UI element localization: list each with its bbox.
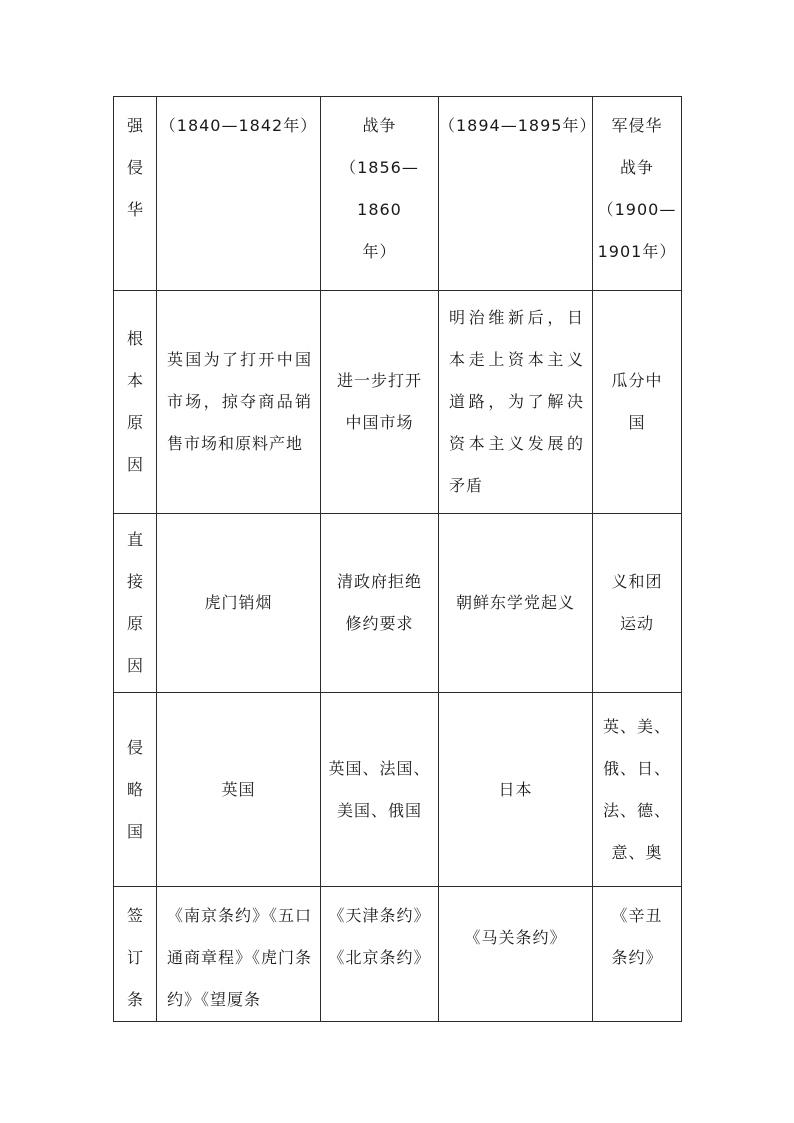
cell-text: （1840—1842年） bbox=[159, 116, 318, 135]
war-comparison-table bbox=[113, 96, 682, 1022]
cell-text: 《天津条约》 《北京条约》 bbox=[328, 906, 431, 967]
table-row-root-cause bbox=[114, 291, 682, 514]
cell-text: 虎门销烟 bbox=[204, 593, 273, 612]
table-row-treaties bbox=[114, 887, 682, 1022]
table-cell bbox=[157, 887, 321, 1022]
table-cell bbox=[593, 97, 682, 291]
table-cell bbox=[439, 514, 593, 693]
table-cell bbox=[593, 514, 682, 693]
table-row-direct-cause bbox=[114, 514, 682, 693]
cell-text: 瓜分中 国 bbox=[611, 371, 663, 432]
cell-text: 《南京条约》《五口通商章程》《虎门条约》《望厦条 bbox=[167, 906, 313, 1009]
cell-text: 军侵华 战争 （1900— 1901年） bbox=[597, 116, 677, 261]
row-header-label: 根本原因 bbox=[127, 329, 145, 474]
row-header-label: 强侵华 bbox=[127, 116, 145, 219]
table-cell bbox=[593, 291, 682, 514]
cell-text: 朝鲜东学党起义 bbox=[455, 593, 575, 612]
table-row-war-names bbox=[114, 97, 682, 291]
table-cell bbox=[439, 291, 593, 514]
row-header-cell bbox=[114, 693, 157, 887]
table-cell bbox=[157, 97, 321, 291]
table-cell bbox=[321, 514, 439, 693]
row-header-cell bbox=[114, 887, 157, 1022]
row-header-label: 侵略国 bbox=[127, 737, 145, 841]
table-cell bbox=[439, 693, 593, 887]
cell-text: 日本 bbox=[498, 779, 533, 799]
table-row-aggressor bbox=[114, 693, 682, 887]
cell-text: 明治维新后，日本走上资本主义道路，为了解决资本主义发展的矛盾 bbox=[449, 308, 584, 495]
cell-text: 清政府拒绝 修约要求 bbox=[336, 572, 422, 633]
row-header-cell bbox=[114, 291, 157, 514]
table-cell bbox=[321, 887, 439, 1022]
cell-text: 英国 bbox=[221, 779, 256, 799]
cell-text: 英国为了打开中国市场，掠夺商品销售市场和原料产地 bbox=[167, 350, 312, 453]
cell-text: 英国、法国、 美国、俄国 bbox=[328, 758, 431, 820]
table-cell bbox=[593, 693, 682, 887]
row-header-label: 直接原因 bbox=[127, 530, 145, 675]
table-cell bbox=[439, 97, 597, 291]
cell-text: （1894—1895年） bbox=[439, 116, 597, 135]
cell-text: 英、美、 俄、日、 法、德、 意、奥 bbox=[602, 716, 671, 862]
table-cell bbox=[157, 291, 321, 514]
table-cell bbox=[157, 693, 321, 887]
table-cell bbox=[321, 291, 439, 514]
row-header-cell bbox=[114, 514, 157, 693]
row-header-cell bbox=[114, 97, 157, 291]
cell-text: 战争 （1856—1860 年） bbox=[340, 116, 419, 261]
row-header-label: 签订条 bbox=[127, 906, 145, 1009]
table-cell bbox=[439, 887, 593, 1022]
cell-text: 《辛丑 条约》 bbox=[611, 906, 663, 967]
table-cell bbox=[321, 693, 439, 887]
table-cell bbox=[321, 97, 439, 291]
cell-text: 进一步打开 中国市场 bbox=[336, 371, 422, 432]
cell-text: 义和团 运动 bbox=[611, 572, 663, 633]
table-cell bbox=[157, 514, 321, 693]
table-cell bbox=[593, 887, 682, 1022]
cell-text: 《马关条约》 bbox=[464, 928, 567, 947]
